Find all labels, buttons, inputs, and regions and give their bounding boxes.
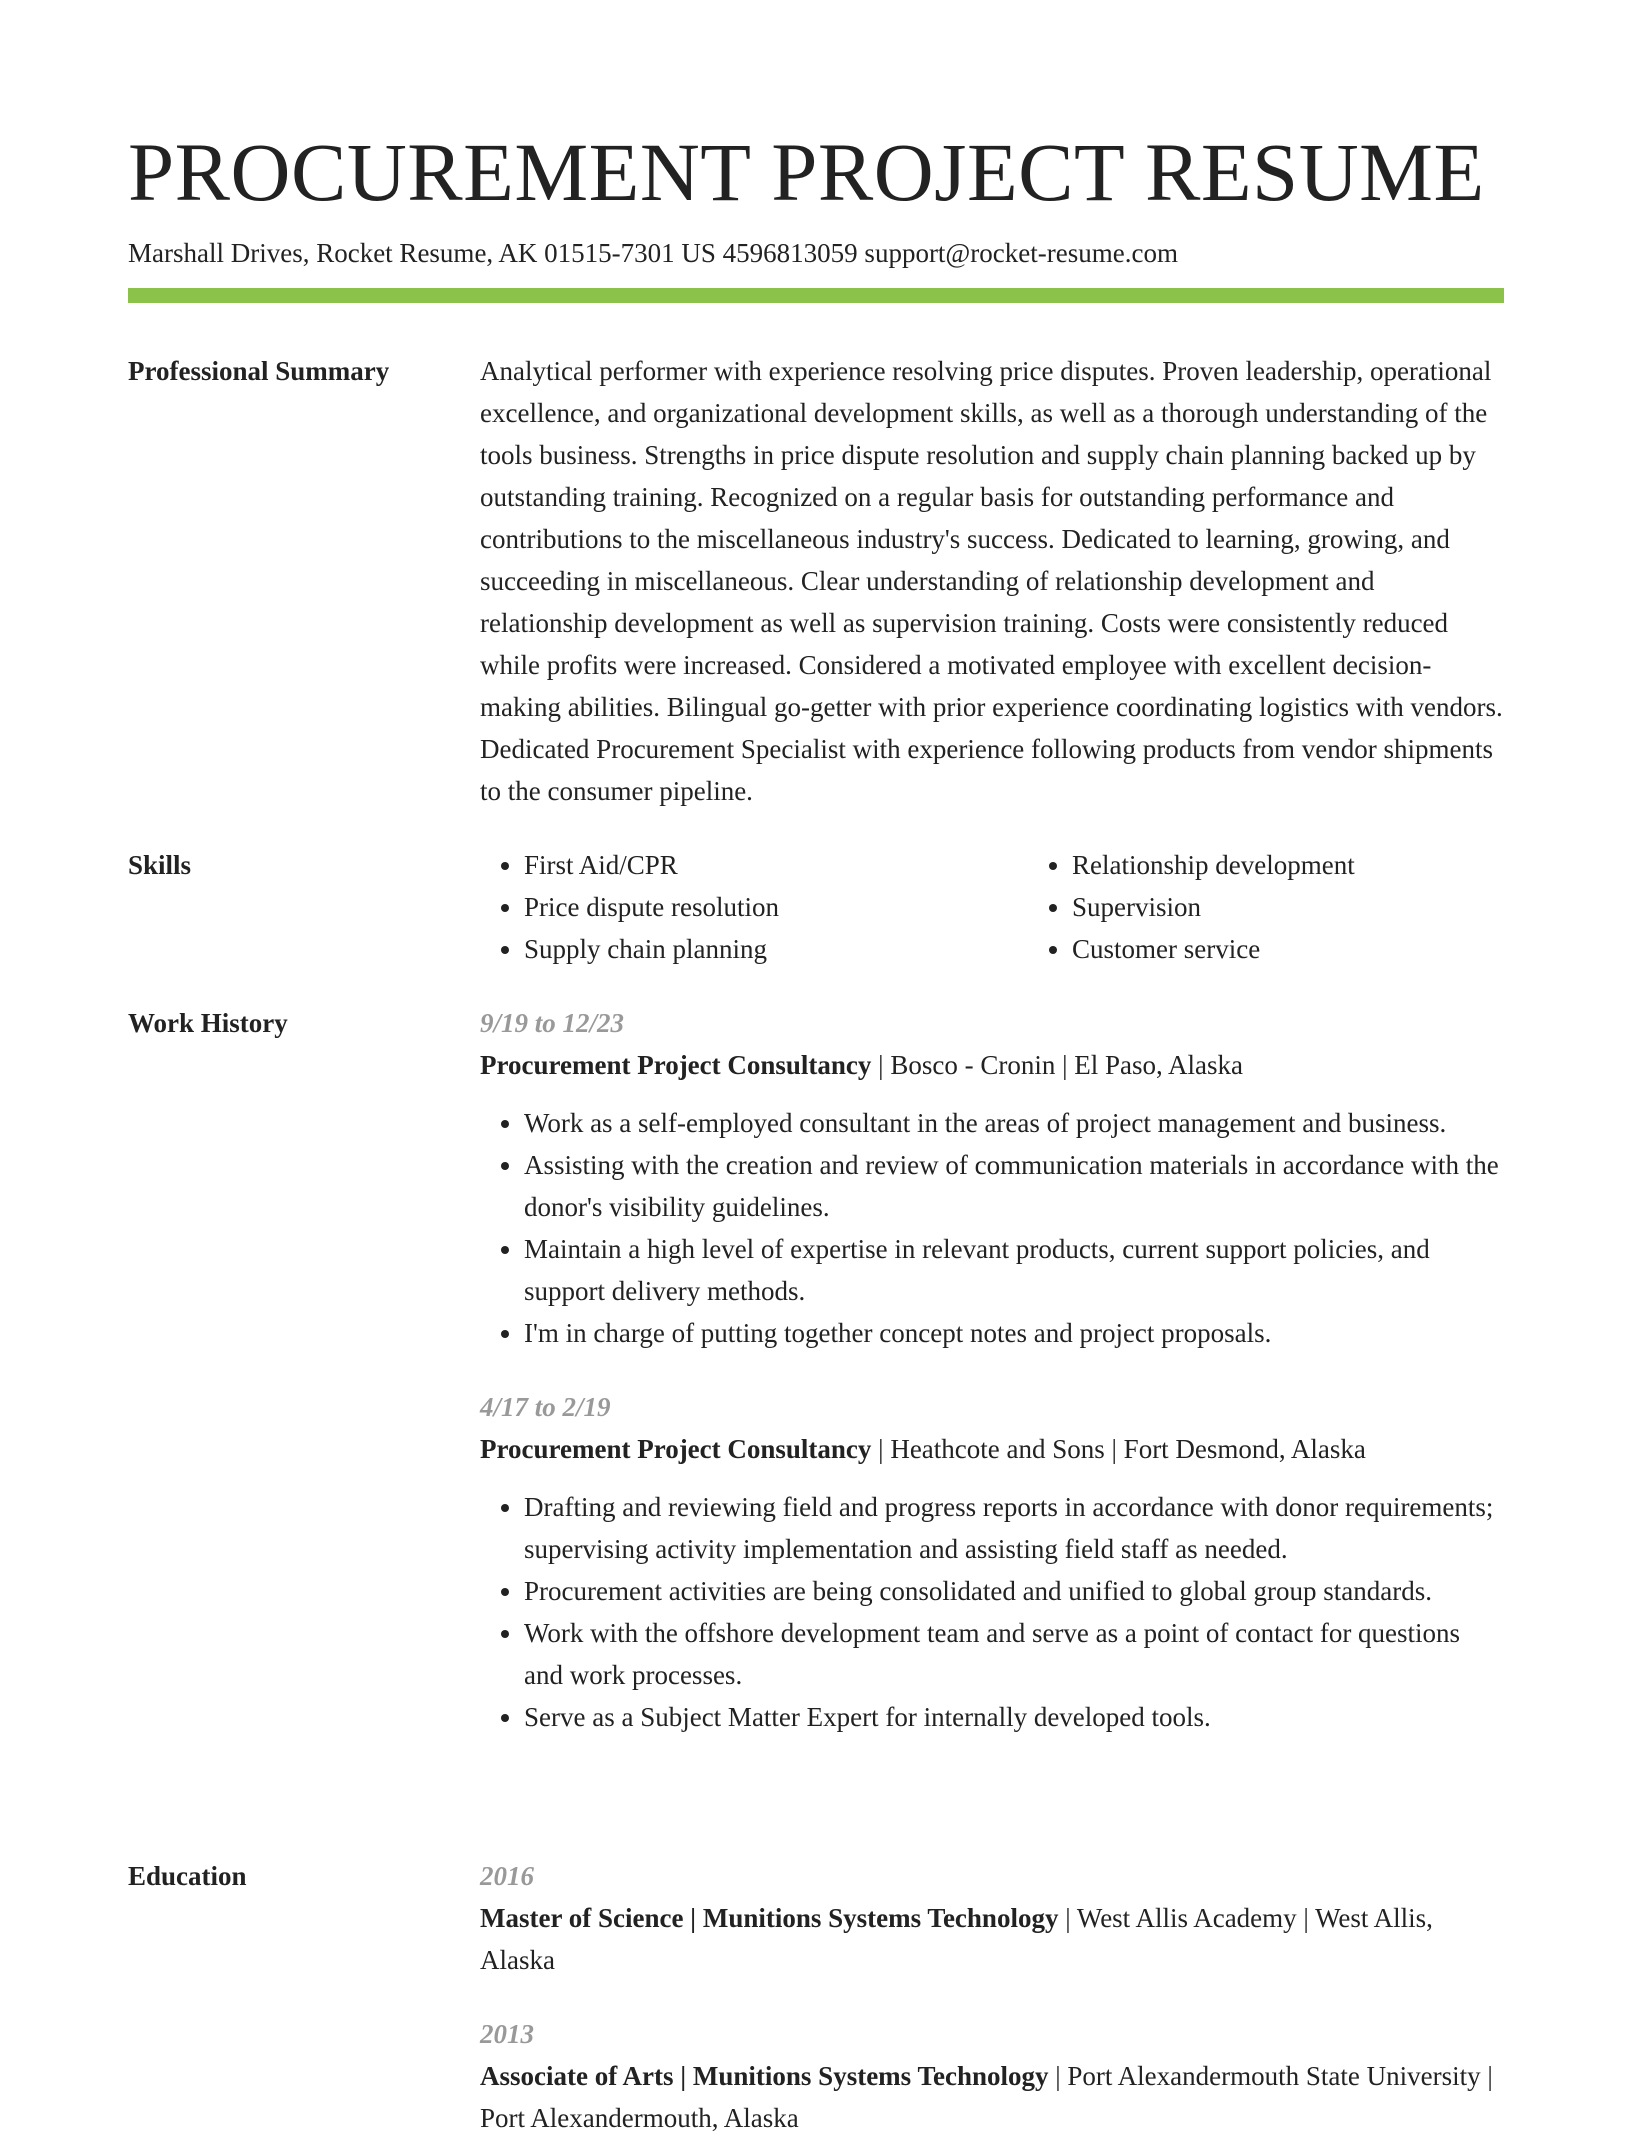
- skill-item: • Customer service: [1072, 928, 1576, 970]
- job-title-line: [480, 1044, 1504, 1086]
- skills-body: [480, 844, 1576, 970]
- education-heading: Education: [128, 1861, 247, 1891]
- education-entry: [480, 2013, 1504, 2139]
- summary-section: [128, 350, 1504, 812]
- work-history-section: [128, 1002, 1504, 1738]
- job-details: | Heathcote and Sons | Fort Desmond, Alaska: [871, 1434, 1366, 1464]
- education-details: | Port Alexandermouth State University | Port Alexandermouth, Alaska: [480, 2061, 1493, 2133]
- accent-divider: [128, 288, 1504, 303]
- job-bullet: • Work with the offshore development team and serve as a point of contact for questions and work processes.: [524, 1612, 1504, 1696]
- skill-item: • Relationship development: [1072, 844, 1576, 886]
- job-title-line: [480, 1428, 1504, 1470]
- resume-page: [128, 0, 1504, 2133]
- job-bullet: • Work as a self-employed consultant in the areas of project management and business.: [524, 1102, 1504, 1144]
- education-degree-line: [480, 1897, 1504, 1981]
- job-bullet: • Serve as a Subject Matter Expert for internally developed tools.: [524, 1696, 1504, 1738]
- skill-item: • Price dispute resolution: [524, 886, 1028, 928]
- contact-line: Marshall Drives, Rocket Resume, AK 01515-7301 US 4596813059 support@rocket-resume.com: [128, 238, 1178, 268]
- job-bullets: [480, 1486, 1504, 1738]
- job-title: Procurement Project Consultancy: [480, 1050, 872, 1080]
- skills-grid: [480, 844, 1576, 970]
- resume-title: PROCUREMENT PROJECT RESUME: [128, 126, 1485, 218]
- job-details: | Bosco - Cronin | El Paso, Alaska: [871, 1050, 1243, 1080]
- education-degree-line: [480, 2055, 1504, 2139]
- job-bullet: • Assisting with the creation and review of communication materials in accordance with the donor's visibility guidelines.: [524, 1144, 1504, 1228]
- work-history-heading: Work History: [128, 1008, 288, 1038]
- summary-text: Analytical performer with experience resolving price disputes. Proven leadership, operational excellence, and organizational development skills, as well as a thorough understanding of the tools business. Strengths in price dispute resolution and supply chain planning backed up by outstanding training. Recognized on a regular basis for outstanding performance and contributions to the miscellaneous industry's success. Dedicated to learning, growing, and succeeding in miscellaneous. Clear understanding of relationship development and relationship development as well as supervision training. Costs were consistently reduced while profits were increased. Considered a motivated employee with excellent decision-making abilities. Bilingual go-getter with prior experience coordinating logistics with vendors. Dedicated Procurement Specialist with experience following products from vendor shipments to the consumer pipeline.: [480, 356, 1503, 806]
- education-degree: Master of Science | Munitions Systems Technology: [480, 1903, 1059, 1933]
- job-bullets: [480, 1102, 1504, 1354]
- job-bullet: • Maintain a high level of expertise in relevant products, current support policies, and support delivery methods.: [524, 1228, 1504, 1312]
- education-entry: [480, 1855, 1504, 1981]
- skills-section: [128, 844, 1504, 970]
- education-section: [128, 1855, 1504, 2139]
- education-details: | West Allis Academy | West Allis, Alaska: [480, 1903, 1433, 1975]
- job-dates: 4/17 to 2/19: [480, 1392, 611, 1422]
- job-bullet: • Procurement activities are being consolidated and unified to global group standards.: [524, 1570, 1504, 1612]
- job-title: Procurement Project Consultancy: [480, 1434, 872, 1464]
- skills-column-right: [1028, 844, 1576, 970]
- job-entry: [480, 1386, 1504, 1738]
- job-bullet: • Drafting and reviewing field and progress reports in accordance with donor requirements; supervising activity implementation and assisting field staff as needed.: [524, 1486, 1504, 1570]
- skill-item: • First Aid/CPR: [524, 844, 1028, 886]
- skills-column-left: [480, 844, 1028, 970]
- job-bullet: • I'm in charge of putting together concept notes and project proposals.: [524, 1312, 1504, 1354]
- skill-item: • Supply chain planning: [524, 928, 1028, 970]
- work-history-body: [480, 1002, 1504, 1738]
- education-year: 2013: [480, 2019, 534, 2049]
- job-entry: [480, 1002, 1504, 1354]
- job-dates: 9/19 to 12/23: [480, 1008, 625, 1038]
- summary-heading: Professional Summary: [128, 356, 390, 386]
- education-degree: Associate of Arts | Munitions Systems Technology: [480, 2061, 1049, 2091]
- education-body: [480, 1855, 1504, 2139]
- skill-item: • Supervision: [1072, 886, 1576, 928]
- education-year: 2016: [480, 1861, 534, 1891]
- skills-heading: Skills: [128, 850, 192, 880]
